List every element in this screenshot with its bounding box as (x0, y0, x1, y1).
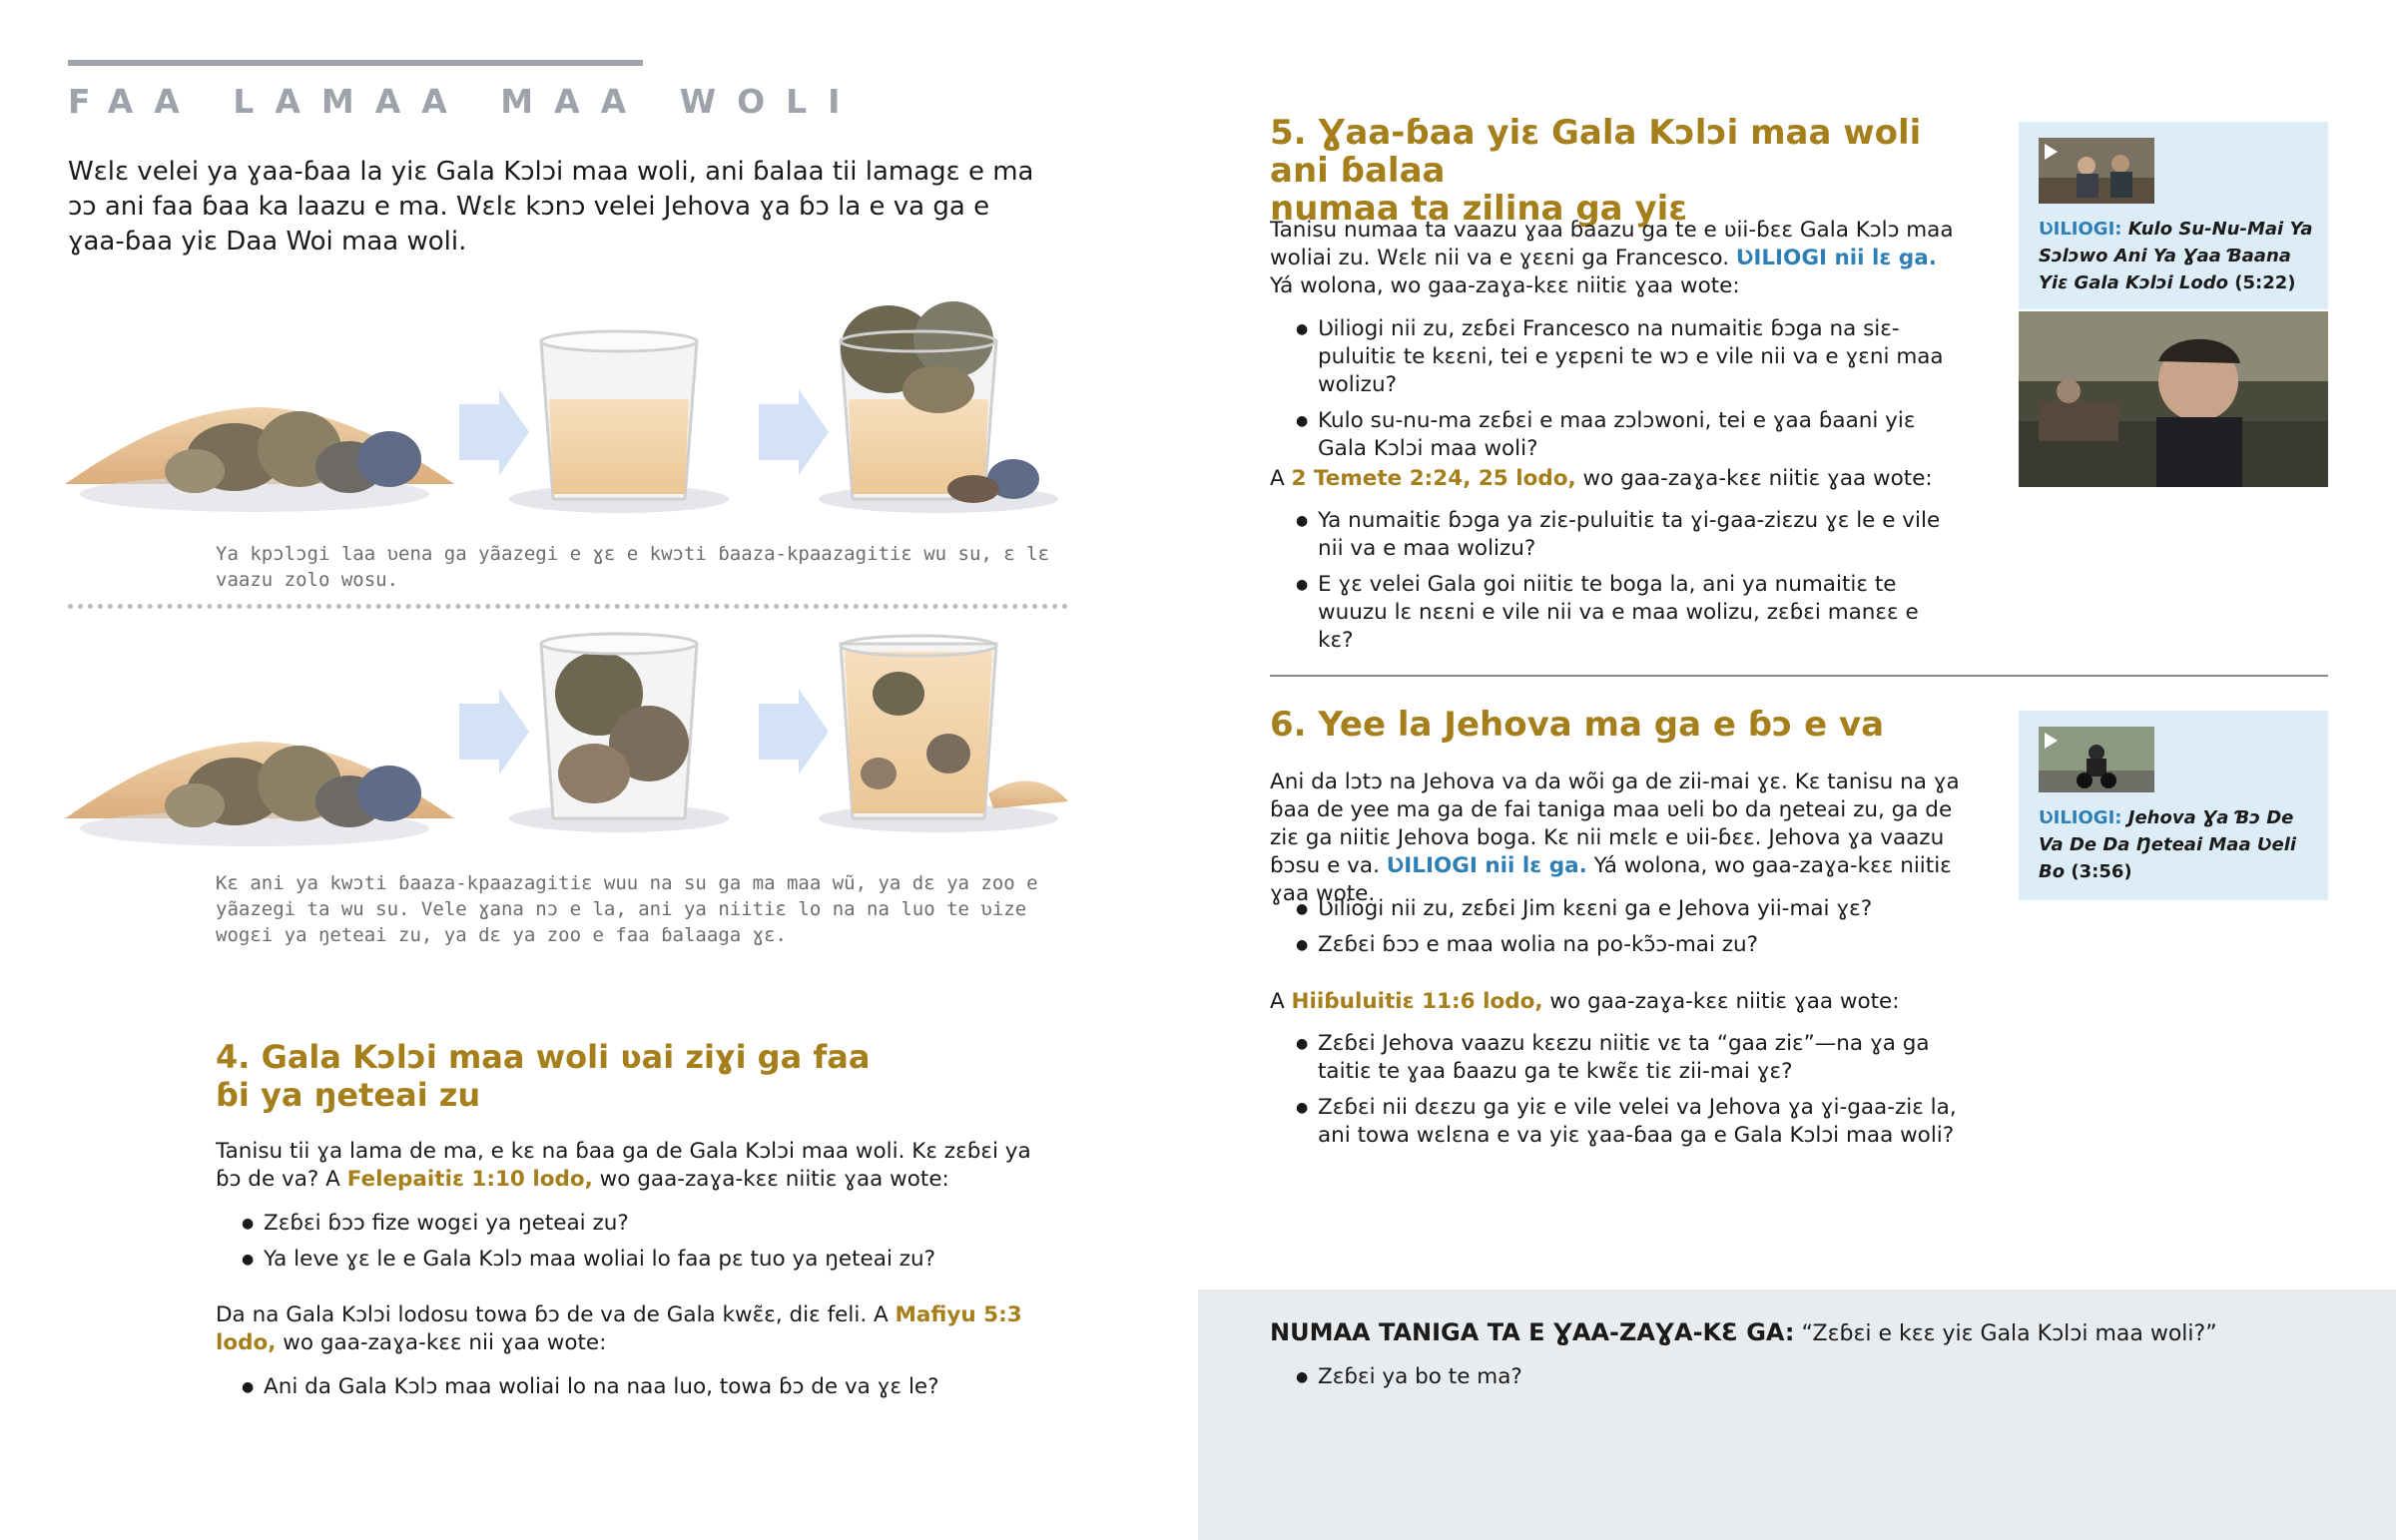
section-6-paragraph-2: A Hiiɓuluitiɛ 11:6 lodo, wo gaa-zaɣa-kɛɛ niitiɛ ɣaa wote: (1270, 989, 1900, 1014)
scripture-link[interactable]: 2 Temete 2:24, 25 lodo, (1291, 466, 1576, 491)
list-item: ● Ani da Gala Kɔlɔ maa woliai lo na naa luo, towa ɓɔ de va ɣɛ le? (216, 1373, 1034, 1401)
list-item: ● Ʋiliogi nii zu, zɛɓɛi Jim kɛɛni ga e Jehova yii-mai ɣɛ? (1270, 895, 1969, 923)
section-6-paragraph-1: Ani da lɔtɔ na Jehova va da wõi ga de zii-mai ɣɛ. Kɛ tanisu na ɣa ɓaa de yee ma ga de fai taniga maa ʋeli bo da ŋeteai zu, ga de ziɛ ga niitiɛ Jehova boga. Kɛ nii mɛlɛ e ʋii-ɓɛɛ. Jehova ɣa vaazu ɓɔsu e va. ƲILIOGI nii lɛ ga. Yá wolona, wo gaa-zaɣa-kɛɛ niitiɛ ɣaa wote. (1270, 770, 1960, 906)
list-item: ● Zɛɓɛi Jehova vaazu kɛɛzu niitiɛ vɛ ta “gaa ziɛ”—na ɣa ga taitiɛ te ɣaa ɓaazu ga te kwɛ̃ɛ tiɛ zii-mai ɣɛ? (1270, 1030, 1969, 1086)
list-item: ● E ɣɛ velei Gala goi niitiɛ te boga la, ani ya numaitiɛ te wuuzu lɛ nɛɛni e vile nii va e maa wolizu, zɛɓɛi manɛɛ e kɛ? (1270, 571, 1959, 655)
cup-rocks (509, 634, 729, 832)
video-still-image (2019, 311, 2328, 487)
illustration-sand-first (60, 624, 1118, 868)
illustration-rocks-first (60, 289, 1118, 539)
arrow-right-icon (759, 389, 829, 475)
video-thumbnail[interactable] (2039, 727, 2154, 792)
section-4-paragraph-1: Tanisu tii ɣa lama de ma, e kɛ na ɓaa ga de Gala Kɔlɔi maa woli. Kɛ zɛɓɛi ya ɓɔ de va? A Felepaitiɛ 1:10 lodo, wo gaa-zaɣa-kɛɛ niitiɛ ɣaa wote: (216, 1139, 1031, 1192)
video-caption: ƲILIOGI: Kulo Su-Nu-Mai Ya Sɔlɔwo Ani Ya Ɣaa Ɓaana Yiɛ Gala Kɔlɔi Lodo (5:22) (2039, 219, 2313, 293)
cup-sand (509, 331, 729, 513)
summary-lead: NUMAA TANIGA TA E ƔAA-ZAƔA-KƐ GA: (1270, 1318, 1795, 1346)
video-card-section-5[interactable] (2019, 122, 2328, 309)
list-item: ● Ya leve ɣɛ le e Gala Kɔlɔ maa woliai lo faa pɛ tuo ya ŋeteai zu? (216, 1246, 1034, 1274)
section-5-title: 5. Ɣaa-ɓaa yiɛ Gala Kɔlɔi maa woli ani ɓalaa numaa ta zilina ga yiɛ (1270, 113, 1922, 229)
section-5-paragraph-1: Tanisu numaa ta vaazu ɣaa ɓaazu ga te e ʋii-ɓɛɛ Gala Kɔlɔ maa woliai zu. Wɛlɛ nii va e ɣɛɛni ga Francesco. ƲILIOGI nii lɛ ga. Yá wolona, wo gaa-zaɣa-kɛɛ niitiɛ ɣaa wote: (1270, 218, 1954, 298)
scripture-link[interactable]: Mafiyu 5:3 lodo, (216, 1302, 1022, 1355)
play-icon (2045, 733, 2058, 749)
caption-sand-first: Kɛ ani ya kwɔti ɓaaza-kpaazagitiɛ wuu na su ga ma maa wũ, ya dɛ ya zoo e yãazegi ta wu su. Vele ɣana nɔ e la, ani ya niitiɛ lo na na luo te ʋize wogɛi ya ŋeteai zu, ya dɛ ya zoo e faa ɓalaaga ɣɛ. (216, 872, 1038, 946)
list-item: ● Ʋiliogi nii zu, zɛɓɛi Francesco na numaitiɛ ɓɔga na siɛ-puluitiɛ te kɛɛni, tei e yɛpɛni te wɔ e vile nii va e ɣɛni maa wolizu? (1270, 315, 1969, 399)
section-5-bullets-2 (1270, 507, 1959, 663)
section-5-paragraph-2: A 2 Temete 2:24, 25 lodo, wo gaa-zaɣa-kɛɛ niitiɛ ɣaa wote: (1270, 466, 1933, 491)
list-item: ● Zɛɓɛi ɓɔɔ fize wogɛi ya ŋeteai zu? (216, 1210, 1034, 1238)
section-4-paragraph-2: Da na Gala Kɔlɔi lodosu towa ɓɔ de va de Gala kwɛ̃ɛ, diɛ feli. A Mafiyu 5:3 lodo, wo gaa-zaɣa-kɛɛ nii ɣaa wote: (216, 1302, 1022, 1355)
list-item: ● Kulo su-nu-ma zɛɓɛi e maa zɔlɔwoni, tei e ɣaa ɓaani yiɛ Gala Kɔlɔi maa woli? (1270, 407, 1969, 463)
dotted-divider (68, 604, 1068, 609)
section-divider (1270, 675, 2328, 677)
video-thumbnail[interactable] (2039, 138, 2154, 204)
arrow-right-icon (459, 389, 529, 475)
section-4-title: 4. Gala Kɔlɔi maa woli ʋai ziɣi ga faa ɓi ya ŋeteai zu (216, 1038, 871, 1114)
cup-sand-rocks (819, 301, 1058, 513)
scripture-link[interactable]: Hiiɓuluitiɛ 11:6 lodo, (1291, 989, 1543, 1014)
list-item: ● Zɛɓɛi nii dɛɛzu ga yiɛ e vile velei va Jehova ɣa ɣi-gaa-ziɛ la, ani towa wɛlɛna e va yiɛ ɣaa-ɓaa ga e Gala Kɔlɔi maa woli? (1270, 1094, 1969, 1150)
section-5-bullets-1 (1270, 315, 1969, 471)
scripture-link[interactable]: Felepaitiɛ 1:10 lodo, (346, 1167, 593, 1192)
list-item: ● Zɛɓɛi ya bo te ma? (1270, 1363, 1969, 1391)
section-6-bullets-2 (1270, 1030, 1969, 1158)
video-link[interactable]: ƲILIOGI nii lɛ ga. (1386, 853, 1587, 878)
section-heading-bar (68, 60, 643, 66)
play-icon (2045, 144, 2058, 160)
section-6-bullets-1 (1270, 895, 1969, 967)
section-4-bullets-2 (216, 1373, 1034, 1409)
list-item: ● Ya numaitiɛ ɓɔga ya ziɛ-puluitiɛ ta ɣi-gaa-ziɛzu ɣɛ le e vile nii va e maa wolizu? (1270, 507, 1959, 563)
video-link[interactable]: ƲILIOGI nii lɛ ga. (1735, 246, 1937, 270)
section-label: FAA LAMAA MAA WOLI (68, 82, 862, 121)
summary-question (1270, 1317, 2328, 1349)
arrow-right-icon (459, 689, 529, 774)
arrow-right-icon (759, 689, 829, 774)
intro-paragraph: Wɛlɛ velei ya ɣaa-ɓaa la yiɛ Gala Kɔlɔi maa woli, ani ɓalaa tii lamagɛ e ma ɔɔ ani faa ɓaa ka laazu e ma. Wɛlɛ kɔnɔ velei Jehova ɣa ɓɔ la e va ga e ɣaa-ɓaa yiɛ Daa Woi maa woli. (68, 157, 1034, 257)
video-caption: ƲILIOGI: Jehova Ɣa Ɓɔ De Va De Da Ŋeteai Maa Ʋeli Bo (3:56) (2039, 807, 2297, 882)
list-item: ● Zɛɓɛi ɓɔɔ e maa wolia na po-kɔ̃ɔ-mai zu? (1270, 931, 1969, 959)
summary-bullets (1270, 1363, 1969, 1399)
caption-rocks-first: Ya kpɔlɔgi laa ʋena ga yãazegi e ɣɛ e kwɔti ɓaaza-kpaazagitiɛ wu su, ɛ lɛ vaazu zolo wosu. (216, 543, 1050, 591)
summary-question-text: “Zɛɓɛi e kɛɛ yiɛ Gala Kɔlɔi maa woli?” (1801, 1321, 2217, 1346)
video-card-section-6[interactable] (2019, 711, 2328, 900)
section-4-bullets-1 (216, 1210, 1034, 1282)
cup-rocks-sand-overflow (819, 636, 1068, 832)
section-6-title: 6. Yee la Jehova ma ga e ɓɔ e va (1270, 705, 1885, 745)
